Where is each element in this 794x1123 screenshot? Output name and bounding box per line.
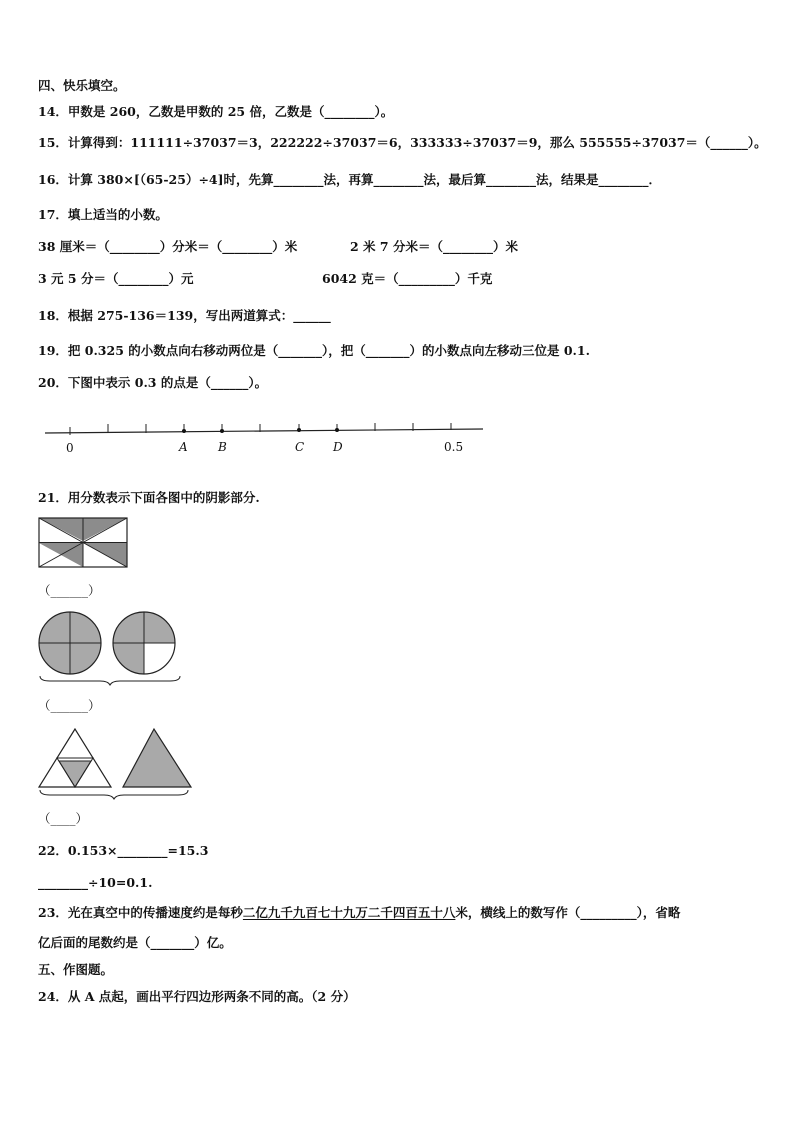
number-line-axis [45,429,483,433]
question-21: 21．用分数表示下面各图中的阴影部分. [38,490,260,505]
number-line-start-label: 0 [66,441,74,455]
question-17-row2-part2: 6042 克＝（_________）千克 [322,271,493,286]
brace-circles [40,676,180,685]
point-b-label: B [218,440,227,454]
point-a-marker [182,429,186,433]
point-d-marker [335,428,339,432]
question-16: 16．计算 380×[（65-25）÷4]时，先算________法，再算________法，最后算________法，结果是________． [38,172,662,187]
number-line-end-label: 0.5 [444,440,464,454]
question-17-row2-part1: 3 元 5 分＝（________）元 [38,271,194,286]
question-22-part1: 22．0.153×________=15.3 [38,843,209,858]
point-d-label: D [333,440,343,454]
question-17: 17．填上适当的小数。 [38,207,168,222]
question-18: 18．根据 275-136＝139，写出两道算式：______ [38,308,331,323]
underlined-number-words: 二亿九千九百七十九万二千四百五十八 [242,905,456,920]
question-20: 20．下图中表示 0.3 的点是（______）。 [38,375,268,390]
question-22-part2: ________÷10=0.1. [38,875,153,890]
point-c-label: C [295,440,305,454]
two-circles-figure [36,610,184,686]
question-19: 19．把 0.325 的小数点向右移动两位是（_______），把（_______）的小数点向左移动三位是 0.1. [38,343,590,358]
brace-triangles [40,790,188,799]
section-four-heading: 四、快乐填空。 [38,78,126,93]
question-24: 24．从 A 点起，画出平行四边形两条不同的高。（2 分） [38,989,356,1004]
large-shaded-triangle [123,729,191,787]
number-line-figure [40,415,490,460]
question-14: 14．甲数是 260，乙数是甲数的 25 倍，乙数是（________）。 [38,104,394,119]
section-five-heading: 五、作图题。 [38,962,114,977]
point-b-marker [220,429,224,433]
question-15: 15．计算得到：111111÷37037＝3，222222÷37037＝6，333333÷37037＝9，那么 555555÷37037＝（______）。 [38,135,767,150]
small-shaded-triangle [59,761,91,787]
point-a-label: A [179,440,188,454]
question-17-row1-part2: 2 米 7 分米＝（________）米 [350,239,518,254]
answer-blank-21a[interactable]: （______） [38,583,101,598]
question-23-line2: 亿后面的尾数约是（_______）亿。 [38,935,232,950]
point-c-marker [297,428,301,432]
number-line-ticks [70,423,451,435]
question-23-line1: 23．光在真空中的传播速度约是每秒二亿九千九百七十九万二千四百五十八米，横线上的数写作（_________），省略 [38,905,681,920]
triangles-figure [36,726,194,802]
answer-blank-21b[interactable]: （______） [38,698,101,713]
answer-blank-21c[interactable]: （____） [38,811,89,826]
question-17-row1-part1: 38 厘米＝（________）分米＝（________）米 [38,239,298,254]
rectangle-triangles-figure [38,517,130,569]
